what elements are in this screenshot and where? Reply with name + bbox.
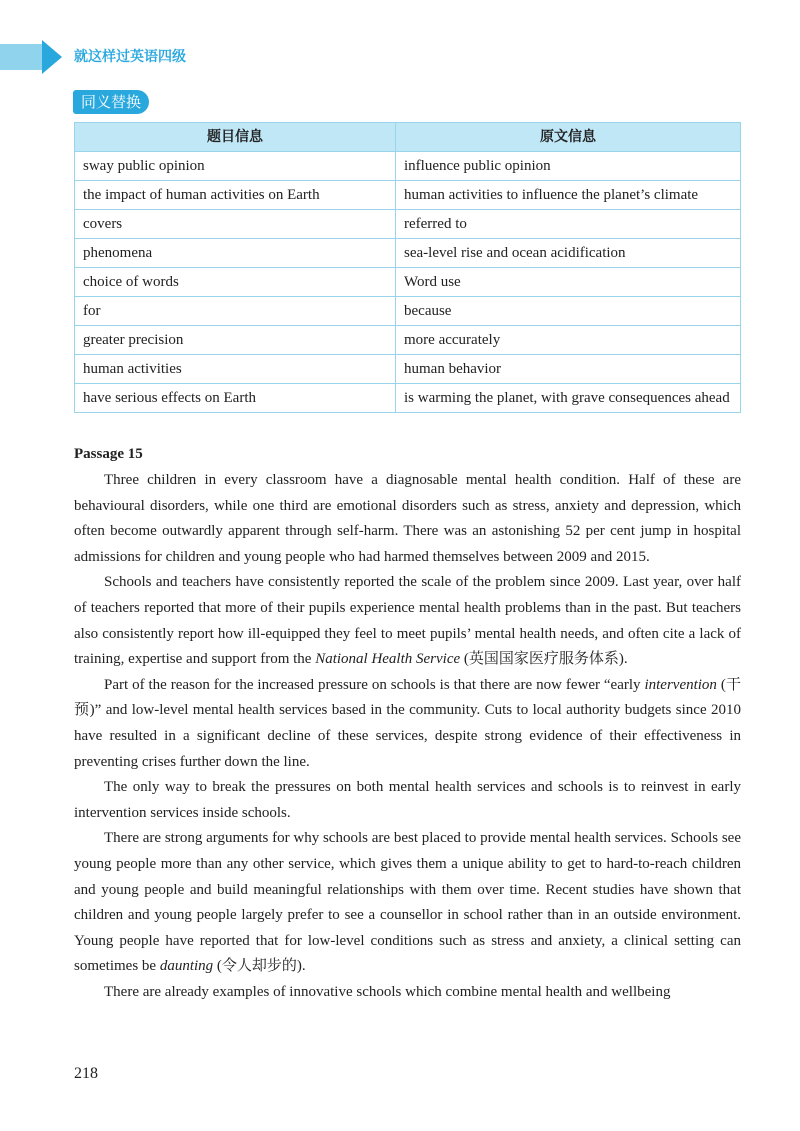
- table-cell: human activities to influence the planet’s climate: [396, 181, 741, 210]
- table-cell: sway public opinion: [75, 152, 396, 181]
- table-cell: greater precision: [75, 326, 396, 355]
- table-cell: more accurately: [396, 326, 741, 355]
- synonym-table: [74, 122, 741, 413]
- table-cell: human activities: [75, 355, 396, 384]
- table-cell: sea-level rise and ocean acidification: [396, 239, 741, 268]
- table-cell: choice of words: [75, 268, 396, 297]
- column-header-original: 原文信息: [396, 123, 741, 152]
- table-cell: phenomena: [75, 239, 396, 268]
- table-cell: referred to: [396, 210, 741, 239]
- italic-term: National Health Service: [315, 651, 461, 668]
- paragraph-5: [74, 826, 741, 980]
- table-header-row: [75, 123, 741, 152]
- table-cell: because: [396, 297, 741, 326]
- table-row: [75, 326, 741, 355]
- table-row: [75, 152, 741, 181]
- table-cell: human behavior: [396, 355, 741, 384]
- header-arrow-icon: [42, 40, 62, 74]
- paragraph-3: [74, 673, 741, 775]
- paragraph-6: There are already examples of innovative schools which combine mental health and wellbeing: [104, 983, 671, 1000]
- italic-term: intervention: [644, 676, 717, 693]
- passage-title: Passage 15: [74, 446, 143, 462]
- paragraph-text: (令人却步的).: [213, 958, 306, 975]
- table-row: [75, 181, 741, 210]
- paragraph-2: [74, 570, 741, 672]
- paragraph-text: Schools and teachers have consistently reported the scale of the problem since 2009. Last year, over half of teachers reported that more of their pupils experience mental health problems than in the past. But teachers also consistently report how ill-equipped they feel to meet pupils’ mental health needs, and often cite a lack of training, expertise and support from the: [74, 574, 741, 668]
- page-number: 218: [74, 1065, 98, 1082]
- paragraph-1: Three children in every classroom have a diagnosable mental health condition. Half of these are behavioural disorders, while one third are emotional disorders such as stress, anxiety and depression, which often become outwardly apparent through self-harm. There was an astonishing 52 per cent jump in hospital admissions for children and young people who had harmed themselves between 2009 and 2015.: [74, 472, 741, 565]
- table-row: [75, 268, 741, 297]
- table-row: [75, 297, 741, 326]
- paragraph-text: (英国国家医疗服务体系).: [460, 651, 628, 668]
- table-cell: the impact of human activities on Earth: [75, 181, 396, 210]
- paragraph-4: The only way to break the pressures on both mental health services and schools is to reinvest in early intervention services inside schools.: [74, 779, 741, 821]
- table-row: [75, 355, 741, 384]
- passage-body: [74, 468, 741, 1005]
- paragraph-text: Part of the reason for the increased pressure on schools is that there are now fewer “early: [104, 676, 645, 693]
- section-badge: 同义替换: [73, 90, 149, 114]
- italic-term: daunting: [159, 958, 214, 975]
- column-header-question: 题目信息: [75, 123, 396, 152]
- table-cell: influence public opinion: [396, 152, 741, 181]
- table-cell: Word use: [396, 268, 741, 297]
- table-cell: have serious effects on Earth: [75, 384, 396, 413]
- table-cell: is warming the planet, with grave consequences ahead: [396, 384, 741, 413]
- paragraph-text: (干预)” and low-level mental health services based in the community. Cuts to local authority budgets since 2010 have resulted in a significant decline of these services, despite strong evidence of their effectiveness in preventing crises further down the line.: [74, 676, 742, 770]
- table-cell: for: [75, 297, 396, 326]
- book-title: 就这样过英语四级: [74, 49, 186, 65]
- table-row: [75, 384, 741, 413]
- paragraph-text: There are strong arguments for why schools are best placed to provide mental health services. Schools see young people more than any other service, which gives them a unique ability to get to hard-to-reach children and young people and build meaningful relationships with them over time. Recent studies have shown that children and young people largely prefer to see a counsellor in school rather than in an outside environment. Young people have reported that for low-level conditions such as stress and anxiety, a clinical setting can sometimes be: [74, 830, 741, 975]
- table-row: [75, 210, 741, 239]
- table-cell: covers: [75, 210, 396, 239]
- table-row: [75, 239, 741, 268]
- header-band: [0, 44, 46, 70]
